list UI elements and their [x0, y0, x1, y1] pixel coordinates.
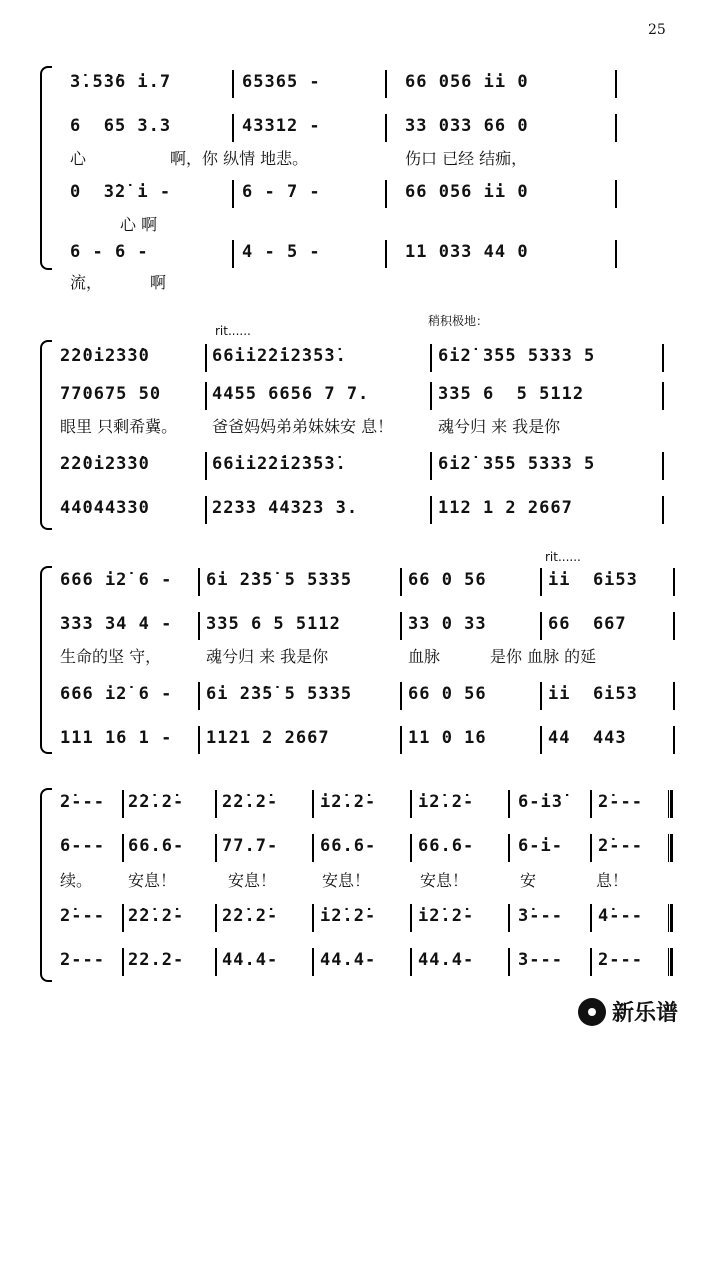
- measure: 335 6 5 5112: [206, 614, 341, 634]
- staff-row: [0, 116, 529, 142]
- staff-row: [0, 836, 643, 862]
- barline: [615, 70, 617, 98]
- barline: [232, 240, 234, 268]
- lyric: 啊，你 纵情 地悲。: [170, 149, 309, 168]
- barline: [590, 790, 592, 818]
- barline: [410, 790, 412, 818]
- barline: [400, 682, 402, 710]
- measure: 33 033 66 0: [405, 116, 529, 136]
- measure: 6 65 3.3: [70, 116, 172, 136]
- measure: 6i2̇ 3̇5̇5 5333 5: [438, 346, 596, 366]
- barline: [410, 904, 412, 932]
- measure: 112 1 2 2667: [438, 498, 573, 518]
- measure: 0 3̇2̇ i -: [70, 182, 172, 202]
- measure: 2̇2̇.2̇-: [222, 906, 279, 926]
- lyric: 魂兮归 来 我是你: [206, 647, 329, 666]
- barline: [198, 726, 200, 754]
- barline: [508, 834, 510, 862]
- measure: 3̇---: [518, 906, 563, 926]
- measure: i2̇.2̇-: [320, 792, 377, 812]
- barline: [540, 726, 542, 754]
- staff-row: [0, 792, 643, 818]
- lyric: 伤口 已经 结痂，: [405, 149, 528, 168]
- measure: 66ii2̇2̇i2̇3̇5̇3̇.: [212, 346, 347, 366]
- barline: [232, 70, 234, 98]
- barline: [198, 568, 200, 596]
- barline: [662, 382, 664, 410]
- measure: 66 0 56: [408, 684, 487, 704]
- lyric: 心 啊: [120, 215, 158, 234]
- measure: 33 0 33: [408, 614, 487, 634]
- barline: [122, 948, 124, 976]
- barline: [312, 834, 314, 862]
- measure: 44044330: [60, 498, 150, 518]
- barline: [205, 344, 207, 372]
- measure: 1121 2 2667: [206, 728, 330, 748]
- lyric: 续。: [60, 871, 93, 890]
- barline: [205, 452, 207, 480]
- measure: 2̇2̇.2̇-: [222, 792, 279, 812]
- barline: [232, 114, 234, 142]
- barline: [615, 180, 617, 208]
- measure: 2---: [598, 950, 643, 970]
- barline: [615, 240, 617, 268]
- barline: [312, 904, 314, 932]
- barline: [400, 568, 402, 596]
- barline: [198, 612, 200, 640]
- barline: [508, 790, 510, 818]
- measure: 2̇2̇.2̇-: [128, 792, 185, 812]
- record-disc-icon: [578, 998, 606, 1026]
- measure: 2̇2̇0i2̇3̇3̇0: [60, 454, 150, 474]
- staff-row: [0, 906, 643, 932]
- measure: 2̇---: [598, 792, 643, 812]
- system-brace: [40, 788, 52, 982]
- measure: 66 056 ii 0: [405, 72, 529, 92]
- measure: 66 0 56: [408, 570, 487, 590]
- measure: 66ii2̇2̇i2̇3̇5̇3̇.: [212, 454, 347, 474]
- system-brace: [40, 566, 52, 754]
- barline: [540, 682, 542, 710]
- staff-row: [0, 728, 627, 754]
- barline: [205, 382, 207, 410]
- measure: 77.7-: [222, 836, 279, 856]
- measure: 6i 2̇3̇5̇ 5 5335: [206, 684, 353, 704]
- barline: [215, 834, 217, 862]
- measure: 2̇---: [60, 906, 105, 926]
- barline: [430, 344, 432, 372]
- barline: [540, 568, 542, 596]
- measure: 66.6-: [320, 836, 377, 856]
- tempo-marking: rit......: [215, 324, 251, 338]
- lyric: 安: [520, 871, 537, 890]
- measure: 43312 -: [242, 116, 321, 136]
- measure: 3---: [518, 950, 563, 970]
- barline: [410, 948, 412, 976]
- measure: 22.2-: [128, 950, 185, 970]
- lyric: 心: [70, 149, 87, 168]
- measure: 44.4-: [418, 950, 475, 970]
- measure: 6-i-: [518, 836, 563, 856]
- measure: 2233 44323 3.: [212, 498, 359, 518]
- final-barline: [668, 790, 673, 818]
- measure: 111 16 1 -: [60, 728, 173, 748]
- site-logo: [578, 996, 678, 1027]
- staff-row: [0, 182, 529, 208]
- barline: [410, 834, 412, 862]
- barline: [198, 682, 200, 710]
- measure: 3̇.5̇3̇6 i.7: [70, 72, 172, 92]
- measure: 333 34 4 -: [60, 614, 173, 634]
- staff-row: [0, 72, 529, 98]
- measure: 6 - 7 -: [242, 182, 321, 202]
- barline: [590, 904, 592, 932]
- barline: [508, 904, 510, 932]
- barline: [673, 568, 675, 596]
- measure: 770675 50: [60, 384, 162, 404]
- measure: 335 6 5 5112: [438, 384, 585, 404]
- staff-row: [0, 384, 585, 410]
- lyric: 安息！: [128, 871, 177, 890]
- barline: [385, 240, 387, 268]
- lyric: 眼里 只剩希冀。: [60, 417, 178, 436]
- lyric: 流，: [70, 273, 103, 292]
- barline: [430, 496, 432, 524]
- barline: [122, 904, 124, 932]
- measure: 44 443: [548, 728, 627, 748]
- tempo-marking: rit......: [545, 550, 581, 564]
- lyric: 生命的坚 守，: [60, 647, 162, 666]
- measure: 65365 -: [242, 72, 321, 92]
- staff-row: [0, 614, 627, 640]
- barline: [215, 948, 217, 976]
- lyric: 啊: [150, 273, 167, 292]
- lyric: 血脉: [408, 647, 441, 666]
- measure: 4̇---: [598, 906, 643, 926]
- staff-row: [0, 498, 573, 524]
- barline: [385, 114, 387, 142]
- barline: [662, 496, 664, 524]
- barline: [590, 834, 592, 862]
- barline: [615, 114, 617, 142]
- staff-row: [0, 346, 596, 372]
- measure: 2̇---: [60, 792, 105, 812]
- barline: [662, 344, 664, 372]
- staff-row: [0, 454, 596, 480]
- system-brace: [40, 66, 52, 270]
- barline: [662, 452, 664, 480]
- system-brace: [40, 340, 52, 530]
- measure: 6i2̇ 3̇5̇5 5333 5: [438, 454, 596, 474]
- barline: [122, 790, 124, 818]
- staff-row: [0, 950, 643, 976]
- logo-text: 新乐谱: [612, 1001, 679, 1026]
- measure: 44.4-: [222, 950, 279, 970]
- measure: 4455 6656 7 7.: [212, 384, 370, 404]
- lyric: 安息！: [322, 871, 371, 890]
- barline: [232, 180, 234, 208]
- barline: [400, 726, 402, 754]
- measure: 666 i2̇ 6 -: [60, 684, 173, 704]
- barline: [508, 948, 510, 976]
- measure: 666 i2̇ 6 -: [60, 570, 173, 590]
- page-number: 25: [648, 22, 666, 38]
- final-barline: [668, 904, 673, 932]
- lyric: 魂兮归 来 我是你: [438, 417, 561, 436]
- measure: 2---: [60, 950, 105, 970]
- measure: 44.4-: [320, 950, 377, 970]
- lyric: 安息！: [228, 871, 277, 890]
- measure: 6---: [60, 836, 105, 856]
- barline: [215, 904, 217, 932]
- expression-marking: 稍积极地：: [428, 314, 489, 328]
- barline: [430, 382, 432, 410]
- measure: 66.6-: [418, 836, 475, 856]
- staff-row: [0, 570, 638, 596]
- barline: [312, 948, 314, 976]
- staff-row: [0, 684, 638, 710]
- measure: 6 - 6 -: [70, 242, 149, 262]
- barline: [540, 612, 542, 640]
- barline: [430, 452, 432, 480]
- lyric: 安息！: [420, 871, 469, 890]
- barline: [215, 790, 217, 818]
- measure: 66.6-: [128, 836, 185, 856]
- final-barline: [668, 834, 673, 862]
- lyric: 息！: [596, 871, 629, 890]
- barline: [385, 70, 387, 98]
- barline: [673, 682, 675, 710]
- measure: 2̇---: [598, 836, 643, 856]
- measure: 66 056 ii 0: [405, 182, 529, 202]
- measure: 6-i3̇: [518, 792, 563, 812]
- barline: [122, 834, 124, 862]
- barline: [590, 948, 592, 976]
- barline: [400, 612, 402, 640]
- final-barline: [668, 948, 673, 976]
- measure: i2̇.2̇-: [418, 906, 475, 926]
- measure: 2̇2̇0i2̇3̇3̇0: [60, 346, 150, 366]
- measure: i2̇.2̇-: [418, 792, 475, 812]
- barline: [205, 496, 207, 524]
- staff-row: [0, 242, 529, 268]
- measure: 11 0 16: [408, 728, 487, 748]
- measure: 66 667: [548, 614, 627, 634]
- measure: ii 6i53: [548, 684, 638, 704]
- barline: [673, 612, 675, 640]
- measure: 11 033 44 0: [405, 242, 529, 262]
- barline: [673, 726, 675, 754]
- measure: ii 6i53: [548, 570, 638, 590]
- measure: 4 - 5 -: [242, 242, 321, 262]
- measure: 2̇2̇.2̇-: [128, 906, 185, 926]
- barline: [385, 180, 387, 208]
- barline: [312, 790, 314, 818]
- lyric: 是你 血脉 的延: [490, 647, 597, 666]
- lyric: 爸爸妈妈弟弟妹妹安 息！: [212, 417, 394, 436]
- measure: i2̇.2̇-: [320, 906, 377, 926]
- measure: 6i 2̇3̇5̇ 5 5335: [206, 570, 353, 590]
